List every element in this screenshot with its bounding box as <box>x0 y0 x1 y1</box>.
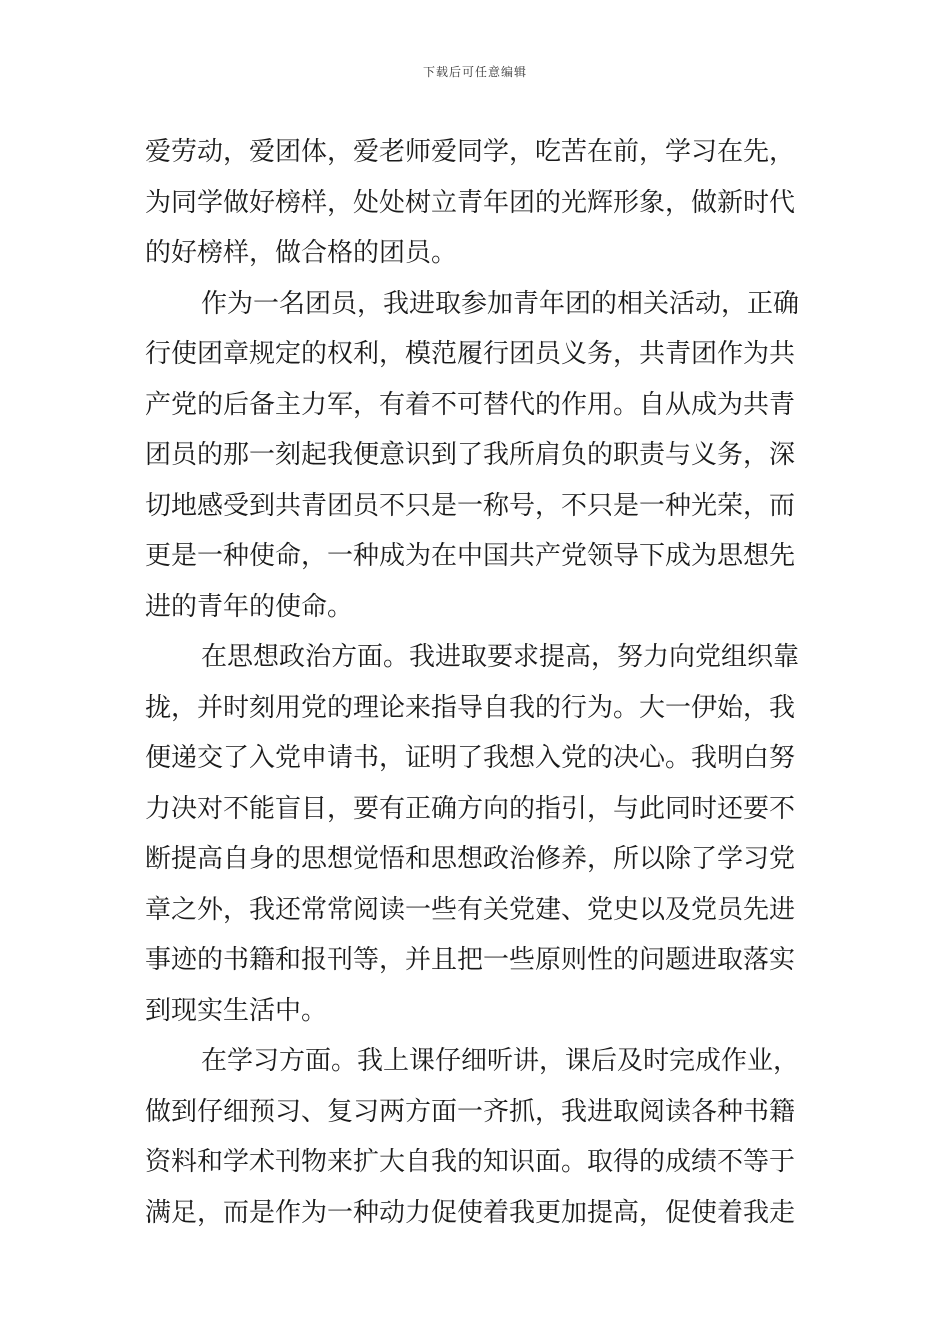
paragraph-2 <box>145 279 805 633</box>
text-line: 到现实生活中。 <box>145 995 328 1026</box>
text-line: 满足，而是作为一种动力促使着我更加提高，促使着我走 <box>145 1197 796 1228</box>
text-line: 断提高自身的思想觉悟和思想政治修养，所以除了学习党 <box>145 844 796 874</box>
paragraph-1 <box>145 127 805 279</box>
text-line: 的好榜样，做合格的团员。 <box>145 238 458 268</box>
text-line: 拢，并时刻用党的理论来指导自我的行为。大一伊始，我 <box>145 692 796 723</box>
text-line: 资料和学术刊物来扩大自我的知识面。取得的成绩不等于 <box>145 1147 796 1177</box>
text-line: 切地感受到共青团员不只是一称号，不只是一种光荣，而 <box>145 490 796 521</box>
text-line: 爱劳动，爱团体，爱老师爱同学，吃苦在前，学习在先， <box>145 137 796 167</box>
text-line: 作为一名团员，我进取参加青年团的相关活动，正确 <box>201 288 800 319</box>
text-line: 进的青年的使命。 <box>145 591 354 622</box>
text-line: 产党的后备主力军，有着不可替代的作用。自从成为共青 <box>145 389 796 420</box>
text-line: 更是一种使命，一种成为在中国共产党领导下成为思想先 <box>145 541 796 571</box>
paragraph-4 <box>145 1036 805 1238</box>
document-body <box>145 127 805 1238</box>
page-header: 下载后可任意编辑 <box>422 65 527 79</box>
text-line: 为同学做好榜样，处处树立青年团的光辉形象，做新时代 <box>145 187 796 218</box>
text-line: 团员的那一刻起我便意识到了我所肩负的职责与义务，深 <box>145 440 796 470</box>
text-line: 行使团章规定的权利，模范履行团员义务，共青团作为共 <box>145 339 796 369</box>
text-line: 在思想政治方面。我进取要求提高，努力向党组织靠 <box>201 642 800 672</box>
paragraph-3 <box>145 632 805 1036</box>
text-line: 章之外，我还常常阅读一些有关党建、党史以及党员先进 <box>145 894 796 925</box>
text-line: 在学习方面。我上课仔细听讲，课后及时完成作业， <box>201 1046 800 1076</box>
text-line: 力决对不能盲目，要有正确方向的指引，与此同时还要不 <box>145 793 796 824</box>
text-line: 便递交了入党申请书，证明了我想入党的决心。我明白努 <box>145 743 796 773</box>
text-line: 做到仔细预习、复习两方面一齐抓，我进取阅读各种书籍 <box>145 1096 796 1127</box>
text-line: 事迹的书籍和报刊等，并且把一些原则性的问题进取落实 <box>145 945 796 975</box>
